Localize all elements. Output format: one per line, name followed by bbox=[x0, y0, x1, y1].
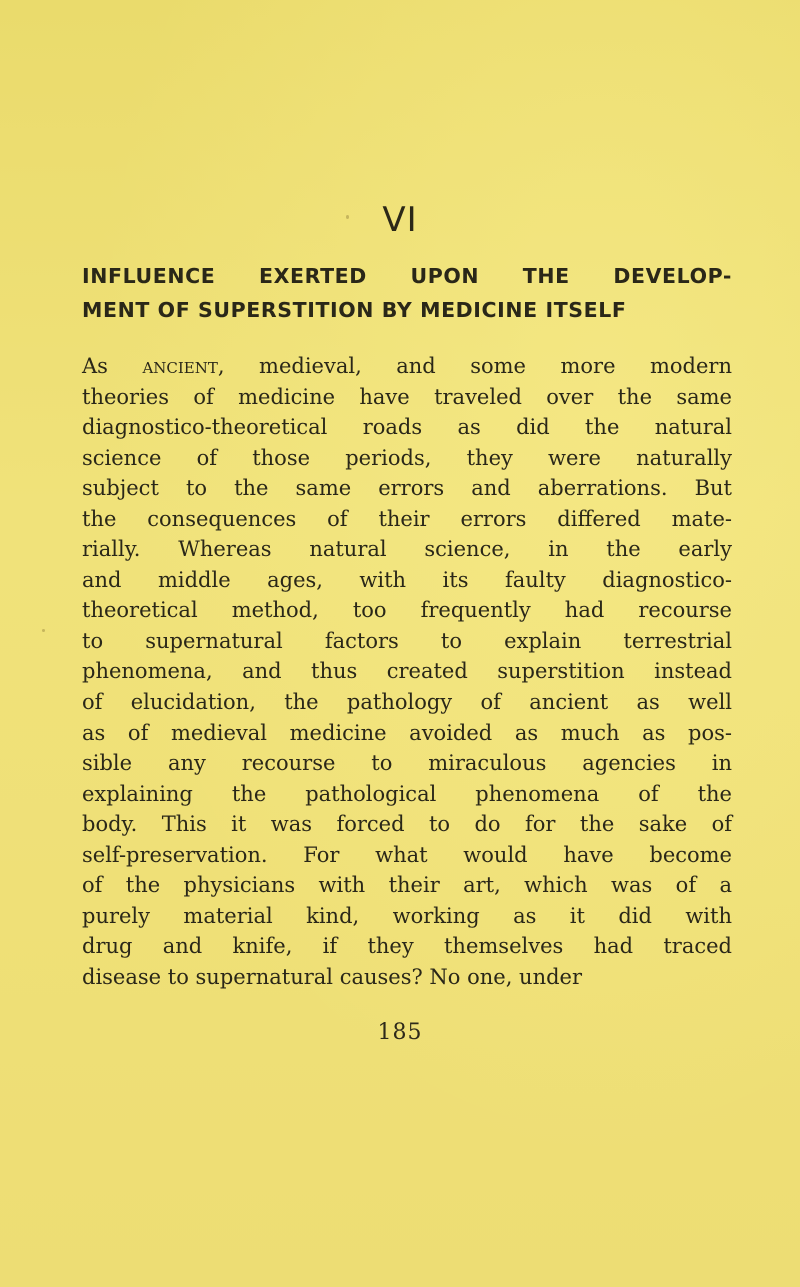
text-line: subject to the same errors and aberrations. But bbox=[82, 476, 732, 501]
text-line: as of medieval medicine avoided as much as pos- bbox=[82, 720, 732, 745]
text-line: explaining the pathological phenomena of the bbox=[82, 781, 732, 806]
text-line: theoretical method, too frequently had recourse bbox=[82, 598, 732, 623]
text-line: science of those periods, they were naturally bbox=[82, 445, 732, 470]
text-line: drug and knife, if they themselves had traced bbox=[82, 934, 732, 959]
text-line: of the physicians with their art, which was of a bbox=[82, 873, 732, 898]
text-line: disease to supernatural causes? No one, under bbox=[82, 964, 583, 989]
text-line: phenomena, and thus created superstition instead bbox=[82, 659, 732, 684]
page-number: 185 bbox=[377, 1020, 423, 1045]
text-line: diagnostico-theoretical roads as did the natural bbox=[82, 415, 732, 440]
heading-line: MENT OF SUPERSTITION BY MEDICINE ITSELF bbox=[82, 298, 627, 322]
first-line-rest: , medieval, and some more modern bbox=[217, 354, 732, 378]
text-line: body. This it was forced to do for the sake of bbox=[82, 812, 732, 837]
paragraph-first-line bbox=[82, 351, 732, 382]
paper-speck bbox=[346, 215, 349, 219]
text-line: and middle ages, with its faulty diagnostico- bbox=[82, 567, 732, 592]
chapter-heading bbox=[82, 259, 732, 327]
opening-word: As bbox=[82, 354, 143, 378]
text-line: the consequences of their errors differed mate- bbox=[82, 506, 732, 531]
paper-speck bbox=[42, 629, 45, 632]
small-caps-word: ancient bbox=[142, 354, 218, 378]
chapter-number: VI bbox=[382, 200, 418, 240]
heading-line: INFLUENCE EXERTED UPON THE DEVELOP- bbox=[82, 264, 732, 288]
body-paragraph bbox=[82, 351, 732, 992]
text-line: self-preservation. For what would have become bbox=[82, 842, 732, 867]
text-line: purely material kind, working as it did with bbox=[82, 903, 732, 928]
text-line: rially. Whereas natural science, in the early bbox=[82, 537, 732, 562]
text-line: to supernatural factors to explain terrestrial bbox=[82, 628, 732, 653]
text-line: of elucidation, the pathology of ancient as well bbox=[82, 690, 732, 715]
text-line: sible any recourse to miraculous agencies in bbox=[82, 751, 732, 776]
text-line: theories of medicine have traveled over the same bbox=[82, 384, 732, 409]
